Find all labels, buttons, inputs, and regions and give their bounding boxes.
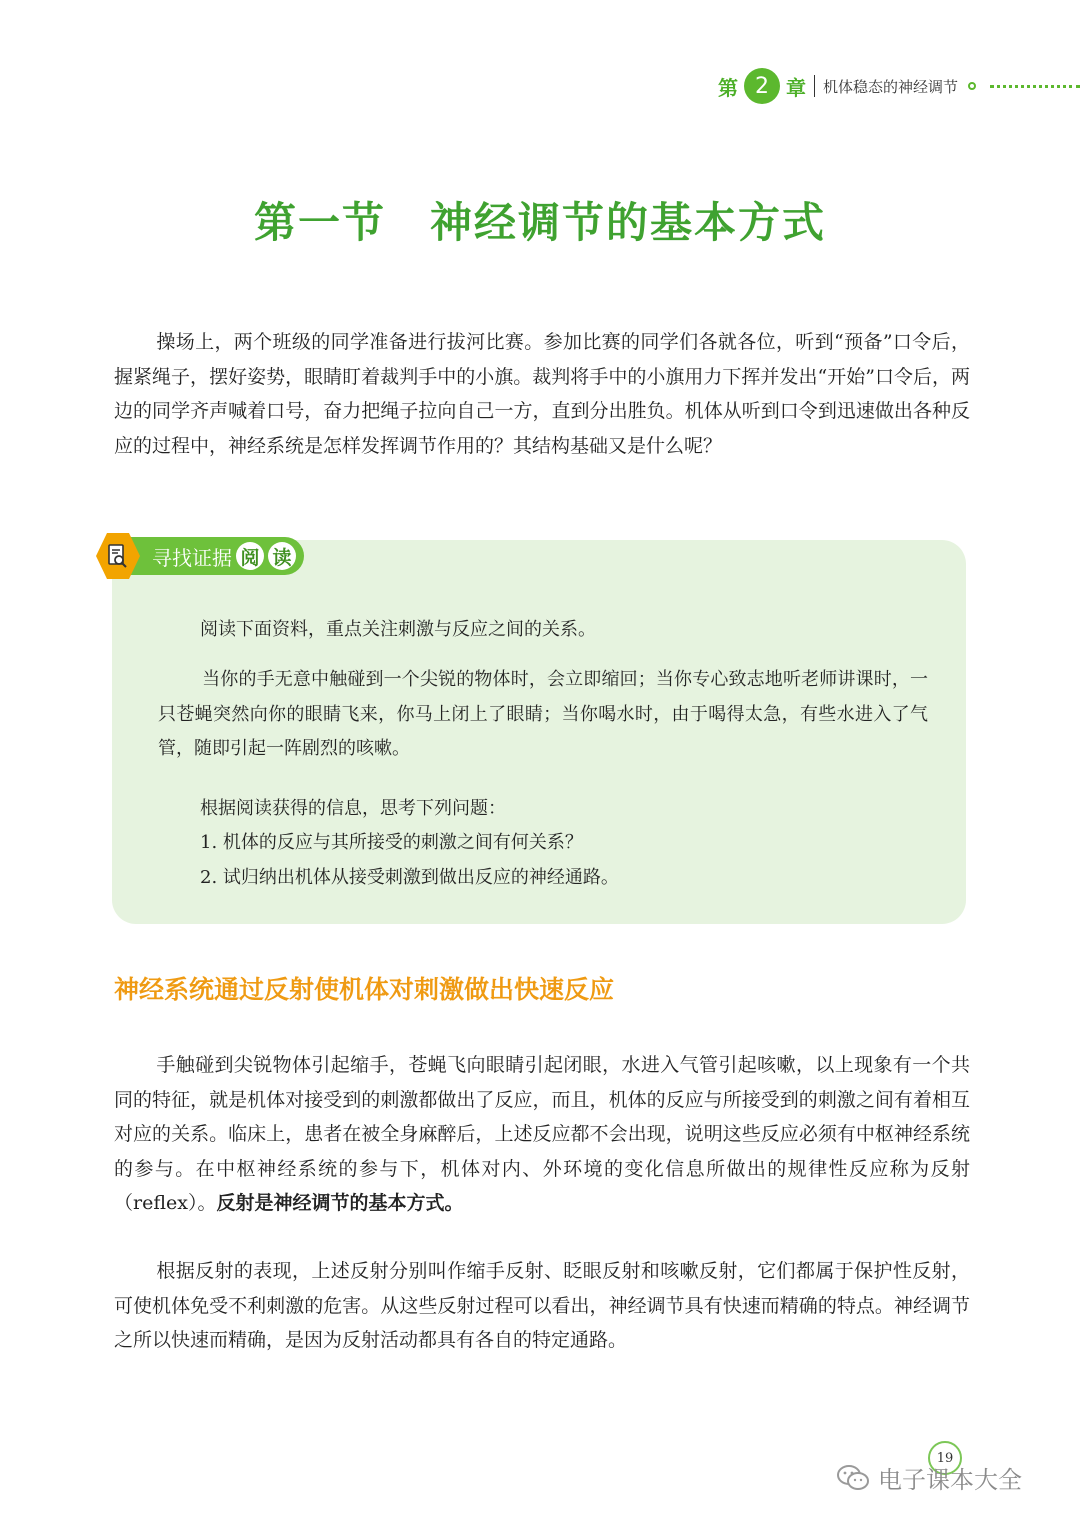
body-paragraph-1-emphasis: 反射是神经调节的基本方式。 [216,1192,464,1214]
reading-badge-1: 阅 [236,542,264,570]
intro-paragraph-text: 操场上，两个班级的同学准备进行拔河比赛。参加比赛的同学们各就各位，听到“预备”口令后，握紧绳子，摆好姿势，眼睛盯着裁判手中的小旗。裁判将手中的小旗用力下挥并发出“开始”口令后，两边的同学齐声喊着口号，奋力把绳子拉向自己一方，直到分出胜负。机体从听到口令到迅速做出各种反应的过程中，神经系统是怎样发挥调节作用的？其结构基础又是什么呢？ [114,331,970,457]
reading-material [158,663,928,767]
reading-instruction: 阅读下面资料，重点关注刺激与反应之间的关系。 [200,619,596,640]
watermark [836,1460,1022,1495]
wechat-icon [836,1464,870,1492]
reading-question-2: 2. 试归纳出机体从接受刺激到做出反应的神经通路。 [200,867,619,888]
reading-tag-label: 寻找证据 [152,545,232,570]
body-paragraph-1 [114,1048,970,1221]
reading-tag-pill [130,537,304,575]
header-circle-ornament [968,82,976,90]
chapter-suffix: 章 [786,75,806,100]
chapter-header [718,66,976,106]
chapter-title: 机体稳态的神经调节 [823,77,959,96]
body-paragraph-2 [114,1254,970,1358]
reading-material-text: 当你的手无意中触碰到一个尖锐的物体时，会立即缩回；当你专心致志地听老师讲课时，一只苍蝇突然向你的眼睛飞来，你马上闭上了眼睛；当你喝水时，由于喝得太急，有些水进入了气管，随即引起一阵剧烈的咳嗽。 [158,669,928,759]
subheading: 神经系统通过反射使机体对刺激做出快速反应 [114,975,615,1004]
body-paragraph-1-text: 手触碰到尖锐物体引起缩手，苍蝇飞向眼睛引起闭眼，水进入气管引起咳嗽，以上现象有一个共同的特征，就是机体对接受到的刺激都做出了反应，而且，机体的反应与所接受到的刺激之间有着相互对应的关系。临床上，患者在被全身麻醉后，上述反应都不会出现，说明这些反应必须有中枢神经系统的参与。在中枢神经系统的参与下，机体对内、外环境的变化信息所做出的规律性反应称为反射（reflex）。 [114,1054,970,1214]
reading-tag [96,533,304,579]
watermark-text: 电子课本大全 [878,1466,1022,1494]
magnifier-document-icon-svg [105,543,131,569]
header-dotted-line [990,85,1080,88]
reading-question-1: 1. 机体的反应与其所接受的刺激之间有何关系？ [200,832,583,853]
page-number: 19 [928,1441,962,1475]
body-paragraph-2-text: 根据反射的表现，上述反射分别叫作缩手反射、眨眼反射和咳嗽反射，它们都属于保护性反射，可使机体免受不利刺激的危害。从这些反射过程可以看出，神经调节具有快速而精确的特点。神经调节之所以快速而精确，是因为反射活动都具有各自的特定通路。 [114,1260,970,1351]
reading-question-intro: 根据阅读获得的信息，思考下列问题： [200,798,506,819]
section-title: 第一节 神经调节的基本方式 [253,198,826,247]
chapter-prefix: 第 [718,75,738,100]
header-divider [814,75,815,97]
reading-badge-2: 读 [268,542,296,570]
chapter-number-badge: 2 [744,68,780,104]
intro-paragraph [114,325,970,463]
